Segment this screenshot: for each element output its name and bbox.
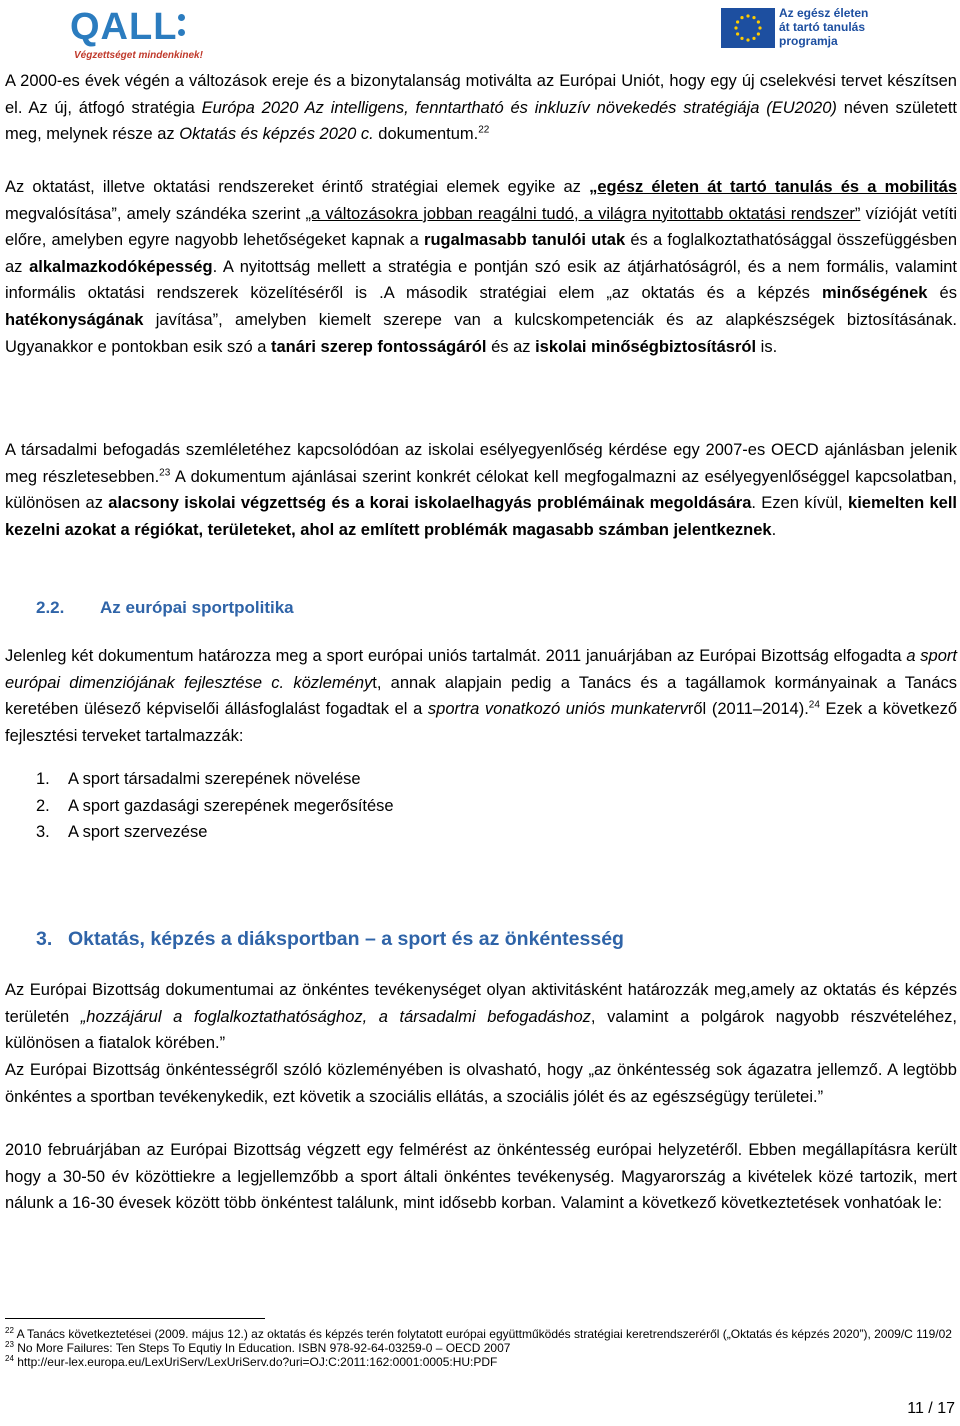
footnote-ref-23: 23 [159, 467, 171, 479]
eu-star-icon [740, 16, 743, 19]
eu-lifelong-learning-logo [721, 6, 881, 52]
development-plan-list [36, 766, 394, 846]
footnote-ref-22: 22 [478, 124, 490, 136]
footnote-separator [5, 1318, 265, 1319]
eu-star-icon [757, 32, 760, 35]
qall-logo-dots [178, 14, 186, 44]
eu-programme-name: Az egész életen át tartó tanulás programja [779, 6, 869, 48]
footnote-22: $^{22}$ A Tanács következtetései (2009. május 12.) az oktatás és képzés terén folytatott európai együttműködés stratégiai keretrendszeréről („Oktatás és képzés 2020”), 2009/C 119/02 [5, 1326, 952, 1341]
qall-logo-wordmark: QALL [70, 6, 178, 48]
list-item: 2. A sport gazdasági szerepének megerősítése [36, 796, 394, 815]
paragraph-volunteering-survey: 2010 februárjában az Európai Bizottság végzett egy felmérést az önkéntesség európai helyzetéről. Ebben megállapításra került hogy a 30-50 év közöttiekre a legjellemzőbb a sport általi önkéntes tevékenység. Magyarország a kivételek közé tartozik, mert nálunk a 16-30 évesek között több önkéntest találunk, mint idősebb korban. Valamint a következő következtetések vonhatóak le: [5, 1141, 957, 1213]
list-item: 3. A sport szervezése [36, 823, 208, 842]
heading-2-2: 2.2. Az európai sportpolitika [36, 598, 294, 617]
eu-star-icon [746, 14, 749, 17]
eu-star-icon [752, 37, 755, 40]
paragraph-social-inclusion: A társadalmi befogadás szemléletéhez kapcsolódóan az iskolai esélyegyenlőség kérdése egy 2007-es OECD ajánlásban jelenik meg részletesebben.$^{23}$ A dokumentum ajánlásai szerint konkrét célokat kell megfogalmazni az esélyegyenlőséggel kapcsolatban, különösen az alacsony iskolai végzettség és a korai iskolaelhagyás problémáinak megoldására. Ezen kívül, kiemelten kell kezelni azokat a régiókat, területeket, ahol az említett problémák magasabb számban jelentkeznek. [5, 441, 957, 539]
heading-3: 3. Oktatás, képzés a diáksportban – a sport és az önkéntesség [36, 928, 624, 950]
paragraph-volunteering: Az Európai Bizottság dokumentumai az önkéntes tevékenységet olyan aktivitásként határozzák meg,amely az oktatás és képzés területén „hozzájárul a foglalkoztathatósághoz, a társadalmi befogadáshoz, valamint a polgárok nagyobb részvételéhez, különösen a fiatalok körében.” [5, 981, 957, 1053]
eu-star-icon [752, 16, 755, 19]
eu-star-icon [736, 32, 739, 35]
eu-star-icon [734, 26, 737, 29]
page-header [0, 0, 960, 64]
eu-star-icon [757, 20, 760, 23]
eu-star-icon [746, 38, 749, 41]
qall-logo [70, 4, 203, 64]
eu-star-icon [758, 26, 761, 29]
footnote-ref-24: 24 [808, 699, 820, 711]
paragraph-sport-policy: Jelenleg két dokumentum határozza meg a sport európai uniós tartalmát. 2011 januárjában az Európai Bizottság elfogadta a sport európai dimenziójának fejlesztése c. közleményt, annak alapjain pedig a Tanács és a tagállamok kormányainak a Tanács keretében ülésező képviselői állásfoglalást fogadtak el a sportra vonatkozó uniós munkatervről (2011–2014).$^{24}$ Ezek a következő fejlesztési terveket tartalmazzák: [5, 647, 957, 745]
list-item: 1. A sport társadalmi szerepének növelése [36, 770, 361, 788]
eu-flag-icon [721, 8, 775, 48]
paragraph-volunteering-communication: Az Európai Bizottság önkéntességről szóló közleményében is olvasható, hogy „az önkéntesség sok ágazatra jellemző. A legtöbb önkéntes a sportban tevékenykedik, ezt követik a szociális ellátás, a szociális jólét és az egészségügy területei.” [5, 1061, 957, 1106]
footnotes [5, 1327, 955, 1369]
page-number: 11 / 17 [907, 1400, 955, 1417]
paragraph-strategy-elements: Az oktatást, illetve oktatási rendszereket érintő stratégiai elemek egyike az „egész életen át tartó tanulás és a mobilitás megvalósítása”, amely szándéka szerint „a változásokra jobban reagálni tudó, a világra nyitottabb oktatási rendszer” vízióját vetíti előre, amelyben egyre nagyobb lehetőségeket kapnak a rugalmasabb tanulói utak és a foglalkoztathatósággal összefüggésben az alkalmazkodóképesség. A nyitottság mellett a stratégia e pontján szó esik az átjárhatóságról, és a nem formális, valamint informális oktatási rendszerek közelítéséről is .A második stratégiai elem „az oktatás és a képzés minőségének és hatékonyságának javítása”, amelyben kiemelt szerepe van a kulcskompetenciák és az alapkészségek biztosításának. Ugyanakkor e pontokban esik szó a tanári szerep fontosságáról és az iskolai minőségbiztosításról is. [5, 178, 958, 356]
footnote-23: $^{23}$ No More Failures: Ten Steps To Equtiy In Education. ISBN 978-92-64-03259-0 – OECD 2007 [5, 1340, 511, 1355]
eu-star-icon [736, 20, 739, 23]
qall-logo-tagline: Végzettséget mindenkinek! [74, 50, 203, 61]
footnote-24: $^{24}$ http://eur-lex.europa.eu/LexUriServ/LexUriServ.do?uri=OJ:C:2011:162:0001:0005:HU:PDF [5, 1354, 498, 1369]
eu-star-icon [740, 37, 743, 40]
paragraph-eu2020: A 2000-es évek végén a változások ereje és a bizonytalanság motiválta az Európai Uniót, hogy egy új cselekvési tervet készítsen el. Az új, átfogó stratégia Európa 2020 Az intelligens, fenntartható és inkluzív növekedés stratégiája (EU2020) néven született meg, melynek része az Oktatás és képzés 2020 c. dokumentum.$^{22}$ [5, 72, 958, 144]
